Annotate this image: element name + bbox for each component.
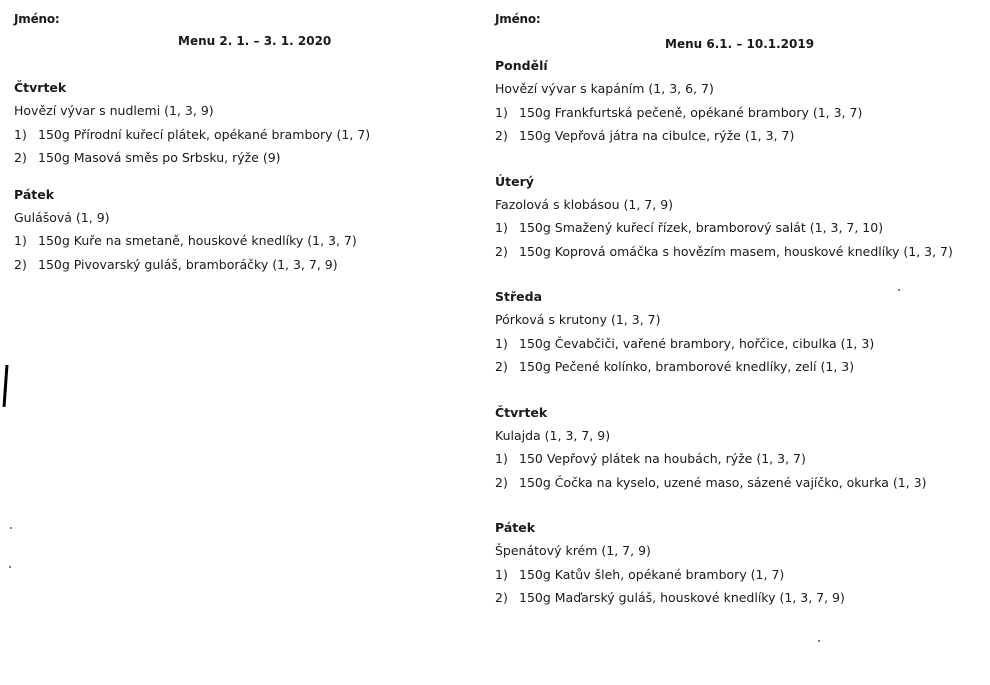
day-section — [495, 402, 953, 495]
soup-item: Kulajda (1, 3, 7, 9) — [495, 427, 611, 443]
meal-number: 1) — [495, 451, 508, 466]
scan-speck — [898, 289, 900, 291]
menu-title: Menu 2. 1. – 3. 1. 2020 — [178, 34, 332, 48]
meal-text: 150g Masová směs po Srbsku, rýže (9) — [38, 150, 281, 165]
meal-number: 2) — [495, 474, 508, 490]
day-list — [14, 77, 370, 290]
meal-text: 150g Koprová omáčka s hovězím masem, houskové knedlíky (1, 3, 7) — [519, 243, 953, 259]
meal-item — [14, 253, 370, 277]
day-heading: Středa — [495, 289, 543, 304]
meal-number: 1) — [495, 566, 508, 582]
meal-item — [495, 471, 953, 495]
meal-number: 2) — [495, 243, 508, 259]
meal-number: 1) — [14, 126, 27, 142]
meal-number: 2) — [495, 128, 508, 143]
name-label: Jméno: — [14, 12, 60, 26]
day-heading: Pondělí — [495, 58, 548, 73]
soup-item: Pórková s krutony (1, 3, 7) — [495, 312, 661, 327]
meal-item — [495, 240, 953, 264]
day-list — [495, 55, 953, 633]
soup-item: Hovězí vývar s kapáním (1, 3, 6, 7) — [495, 81, 714, 96]
meal-number: 1) — [495, 335, 508, 351]
soup-item: Hovězí vývar s nudlemi (1, 3, 9) — [14, 103, 214, 118]
day-heading: Pátek — [14, 186, 55, 202]
meal-text: 150g Vepřová játra na cibulce, rýže (1, 3, 7) — [519, 128, 795, 143]
meal-item — [495, 216, 953, 240]
meal-item — [14, 229, 370, 253]
meal-number: 2) — [495, 590, 508, 605]
meal-number: 2) — [14, 150, 27, 165]
menu-title: Menu 6.1. – 10.1.2019 — [665, 37, 815, 51]
soup-item: Špenátový krém (1, 7, 9) — [495, 543, 651, 558]
meal-text: 150g Kuře na smetaně, houskové knedlíky (1, 3, 7) — [38, 233, 357, 248]
day-section — [14, 77, 370, 170]
day-section — [495, 171, 953, 264]
meal-text: 150g Pivovarský guláš, bramboráčky (1, 3, 7, 9) — [38, 256, 338, 272]
meal-number: 1) — [14, 233, 27, 248]
meal-text: 150g Čočka na kyselo, uzené maso, sázené vajíčko, okurka (1, 3) — [519, 474, 927, 490]
day-heading: Čtvrtek — [14, 80, 67, 95]
meal-text: 150g Čevabčiči, vařené brambory, hořčice, cibulka (1, 3) — [519, 335, 875, 351]
meal-item — [495, 563, 953, 587]
meal-number: 1) — [495, 104, 508, 120]
day-heading: Pátek — [495, 520, 536, 535]
meal-item — [495, 124, 953, 148]
day-section — [495, 55, 953, 148]
meal-text: 150g Pečené kolínko, bramborové knedlíky, zelí (1, 3) — [519, 359, 855, 374]
meal-item — [495, 355, 953, 379]
day-section — [495, 517, 953, 610]
day-heading: Čtvrtek — [495, 404, 548, 420]
soup-item: Gulášová (1, 9) — [14, 209, 110, 225]
day-section — [495, 286, 953, 379]
meal-item — [495, 101, 953, 125]
meal-number: 1) — [495, 220, 508, 235]
meal-text: 150 Vepřový plátek na houbách, rýže (1, 3, 7) — [519, 451, 806, 466]
scan-speck — [818, 640, 820, 642]
scan-speck — [10, 527, 12, 529]
meal-number: 2) — [14, 256, 27, 272]
meal-item — [495, 332, 953, 356]
meal-number: 2) — [495, 359, 508, 374]
meal-text: 150g Smažený kuřecí řízek, bramborový salát (1, 3, 7, 10) — [519, 220, 884, 235]
meal-item — [495, 447, 953, 471]
meal-item — [14, 123, 370, 147]
meal-text: 150g Frankfurtská pečeně, opékané brambory (1, 3, 7) — [519, 104, 863, 120]
day-heading: Úterý — [495, 173, 534, 189]
scan-mark — [3, 365, 9, 407]
meal-text: 150g Maďarský guláš, houskové knedlíky (1, 3, 7, 9) — [519, 590, 845, 605]
meal-item — [14, 146, 370, 170]
scan-speck — [9, 566, 11, 568]
name-label: Jméno: — [495, 12, 541, 26]
day-section — [14, 184, 370, 277]
soup-item: Fazolová s klobásou (1, 7, 9) — [495, 196, 674, 212]
meal-item — [495, 586, 953, 610]
meal-text: 150g Přírodní kuřecí plátek, opékané brambory (1, 7) — [38, 126, 371, 142]
meal-text: 150g Katův šleh, opékané brambory (1, 7) — [519, 566, 785, 582]
